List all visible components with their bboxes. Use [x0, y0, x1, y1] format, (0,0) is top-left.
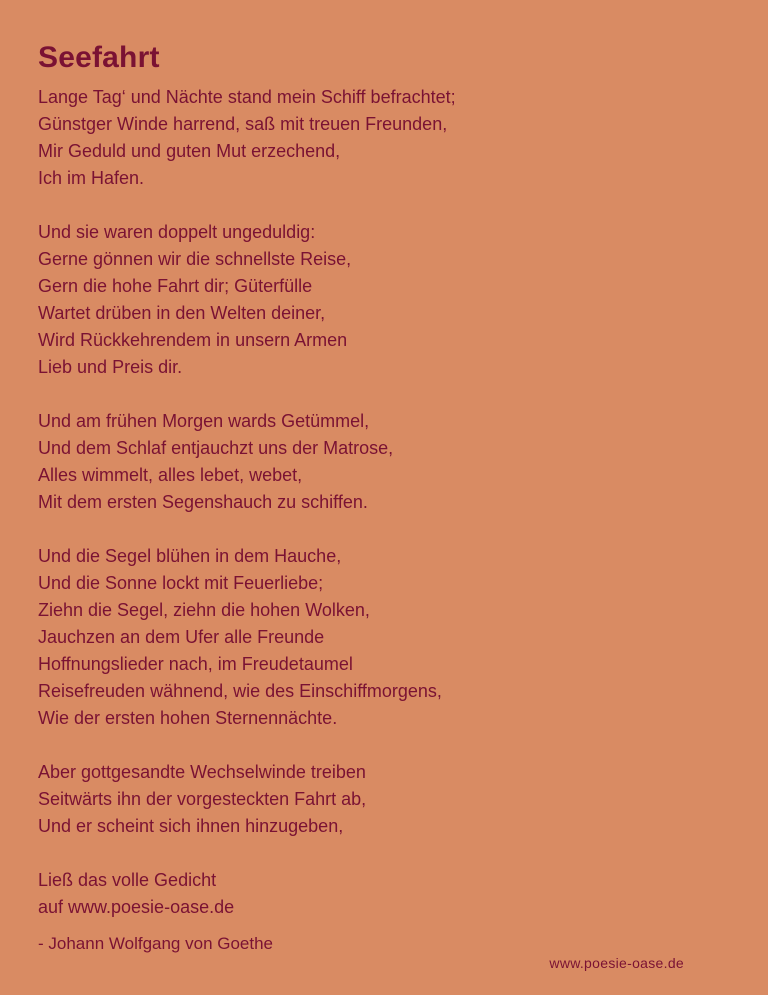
- poem-line: Mir Geduld und guten Mut erzechend,: [38, 141, 341, 161]
- poem-stanza: [38, 759, 738, 840]
- poem-line: auf www.poesie-oase.de: [38, 897, 235, 917]
- poem-stanza: [38, 408, 738, 516]
- poem-title: Seefahrt: [38, 41, 160, 74]
- poem-author: - Johann Wolfgang von Goethe: [38, 934, 274, 953]
- poem-line: Und er scheint sich ihnen hinzugeben,: [38, 816, 344, 836]
- poem-line: Ziehn die Segel, ziehn die hohen Wolken,: [38, 600, 370, 620]
- poem-line: Gern die hohe Fahrt dir; Güterfülle: [38, 276, 313, 296]
- poem-stanza: [38, 219, 738, 381]
- poem-line: Jauchzen an dem Ufer alle Freunde: [38, 627, 325, 647]
- poem-line: Seitwärts ihn der vorgesteckten Fahrt ab,: [38, 789, 367, 809]
- poem-stanza: [38, 84, 738, 192]
- poem-line: Hoffnungslieder nach, im Freudetaumel: [38, 654, 353, 674]
- poem-line: Ließ das volle Gedicht: [38, 870, 217, 890]
- footer-url: www.poesie-oase.de: [549, 955, 684, 971]
- poem-line: Alles wimmelt, alles lebet, webet,: [38, 465, 303, 485]
- poem-line: Reisefreuden wähnend, wie des Einschiffmorgens,: [38, 681, 442, 701]
- poem-line: Lieb und Preis dir.: [38, 357, 183, 377]
- poem-line: Und dem Schlaf entjauchzt uns der Matrose,: [38, 438, 394, 458]
- poem-stanza: [38, 867, 738, 921]
- poem-line: Und die Segel blühen in dem Hauche,: [38, 546, 342, 566]
- poem-line: Gerne gönnen wir die schnellste Reise,: [38, 249, 352, 269]
- poem-line: Wird Rückkehrendem in unsern Armen: [38, 330, 348, 350]
- poem-line: Und die Sonne lockt mit Feuerliebe;: [38, 573, 324, 593]
- poem-line: Wie der ersten hohen Sternennächte.: [38, 708, 338, 728]
- poem-body: [38, 84, 738, 921]
- poem-line: Und sie waren doppelt ungeduldig:: [38, 222, 316, 242]
- poem-line: Ich im Hafen.: [38, 168, 145, 188]
- poem-line: Günstger Winde harrend, saß mit treuen Freunden,: [38, 114, 448, 134]
- poem-line: Und am frühen Morgen wards Getümmel,: [38, 411, 370, 431]
- poem-page: [38, 38, 738, 948]
- poem-line: Wartet drüben in den Welten deiner,: [38, 303, 326, 323]
- poem-line: Lange Tag‘ und Nächte stand mein Schiff befrachtet;: [38, 87, 456, 107]
- poem-stanza: [38, 543, 738, 732]
- poem-line: Aber gottgesandte Wechselwinde treiben: [38, 762, 366, 782]
- poem-line: Mit dem ersten Segenshauch zu schiffen.: [38, 492, 368, 512]
